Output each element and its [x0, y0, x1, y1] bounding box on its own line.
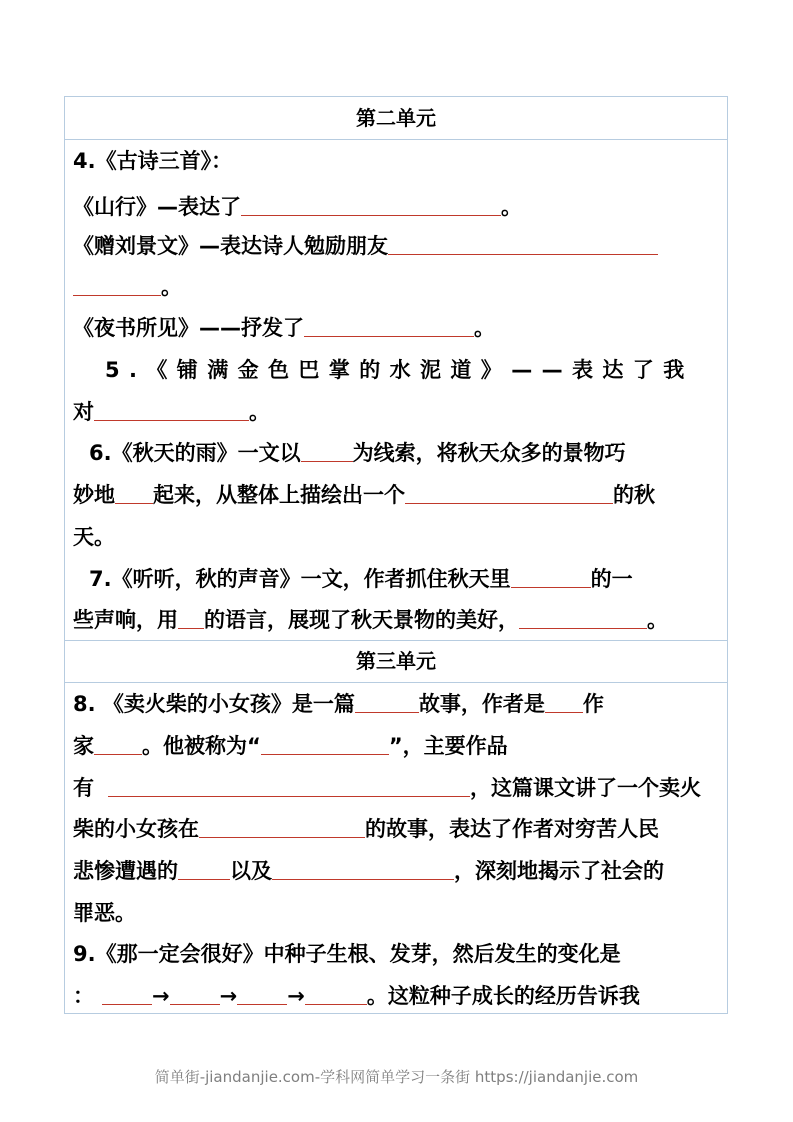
- q4-title: 4.《古诗三首》：: [73, 149, 233, 173]
- q6-line-2: 妙地 起来，从整体上描绘出一个 的秋: [73, 475, 719, 515]
- arrow-icon: →: [152, 984, 170, 1008]
- answer-blank[interactable]: [301, 437, 353, 462]
- answer-blank[interactable]: [108, 772, 470, 797]
- unit-3-header: 第三单元: [356, 649, 436, 673]
- answer-blank[interactable]: [115, 479, 153, 504]
- q8-line-2: 家 。他被称为“ ”，主要作品: [73, 726, 719, 766]
- answer-blank[interactable]: [199, 813, 365, 838]
- answer-blank[interactable]: [388, 230, 658, 255]
- divider: [65, 139, 727, 140]
- q5-line-1: 5.《铺满金色巴掌的水泥道》——表达了我: [105, 358, 694, 382]
- answer-blank[interactable]: [241, 191, 501, 216]
- answer-blank[interactable]: [178, 604, 204, 629]
- answer-blank[interactable]: [170, 980, 220, 1005]
- q5-line-2: 对 。: [73, 392, 719, 432]
- worksheet-table: [64, 96, 728, 1014]
- answer-blank[interactable]: [272, 855, 454, 880]
- page-footer: 简单街-jiandanjie.com-学科网简单学习一条街 https://jiandanjie.com: [154, 1068, 639, 1086]
- answer-blank[interactable]: [305, 980, 367, 1005]
- q8-line-1: 8. 《卖火柴的小女孩》是一篇 故事，作者是 作: [73, 684, 719, 724]
- answer-blank[interactable]: [355, 688, 419, 713]
- divider: [65, 682, 727, 683]
- answer-blank[interactable]: [102, 980, 152, 1005]
- q7-line-1: 7.《听听，秋的声音》一文，作者抓住秋天里 的一: [89, 559, 719, 599]
- unit-2-header: 第二单元: [356, 106, 436, 130]
- answer-blank[interactable]: [304, 312, 474, 337]
- q8-line-3: 有 ，这篇课文讲了一个卖火: [73, 768, 719, 808]
- answer-blank[interactable]: [94, 396, 249, 421]
- q4-line-continued: 。: [73, 267, 719, 307]
- answer-blank[interactable]: [73, 271, 161, 296]
- arrow-icon: →: [219, 984, 238, 1008]
- answer-blank[interactable]: [237, 980, 287, 1005]
- answer-blank[interactable]: [405, 479, 613, 504]
- q8-line-4: 柴的小女孩在 的故事，表达了作者对穷苦人民: [73, 809, 719, 849]
- arrow-icon: →: [287, 984, 305, 1008]
- q7-line-2: 些声响，用 的语言，展现了秋天景物的美好， 。: [73, 600, 719, 640]
- answer-blank[interactable]: [94, 730, 142, 755]
- answer-blank[interactable]: [178, 855, 230, 880]
- answer-blank[interactable]: [511, 563, 591, 588]
- q9-line-2: ： → → → 。这粒种子成长的经历告诉我: [73, 976, 719, 1016]
- q4-line-shanxing: 《山行》—表达了 。: [73, 187, 719, 227]
- answer-blank[interactable]: [519, 604, 647, 629]
- q8-line-6: 罪恶。: [73, 901, 136, 925]
- answer-blank[interactable]: [261, 730, 389, 755]
- q6-line-3: 天。: [73, 525, 115, 549]
- q6-line-1: 6.《秋天的雨》一文以 为线索，将秋天众多的景物巧: [89, 433, 719, 473]
- q4-line-yeshusuojian: 《夜书所见》——抒发了 。: [73, 308, 719, 348]
- answer-blank[interactable]: [545, 688, 583, 713]
- q8-line-5: 悲惨遭遇的 以及 ，深刻地揭示了社会的: [73, 851, 719, 891]
- q4-line-zengliujingwen: 《赠刘景文》—表达诗人勉励朋友: [73, 226, 719, 266]
- q9-line-1: 9.《那一定会很好》中种子生根、发芽，然后发生的变化是: [73, 942, 621, 966]
